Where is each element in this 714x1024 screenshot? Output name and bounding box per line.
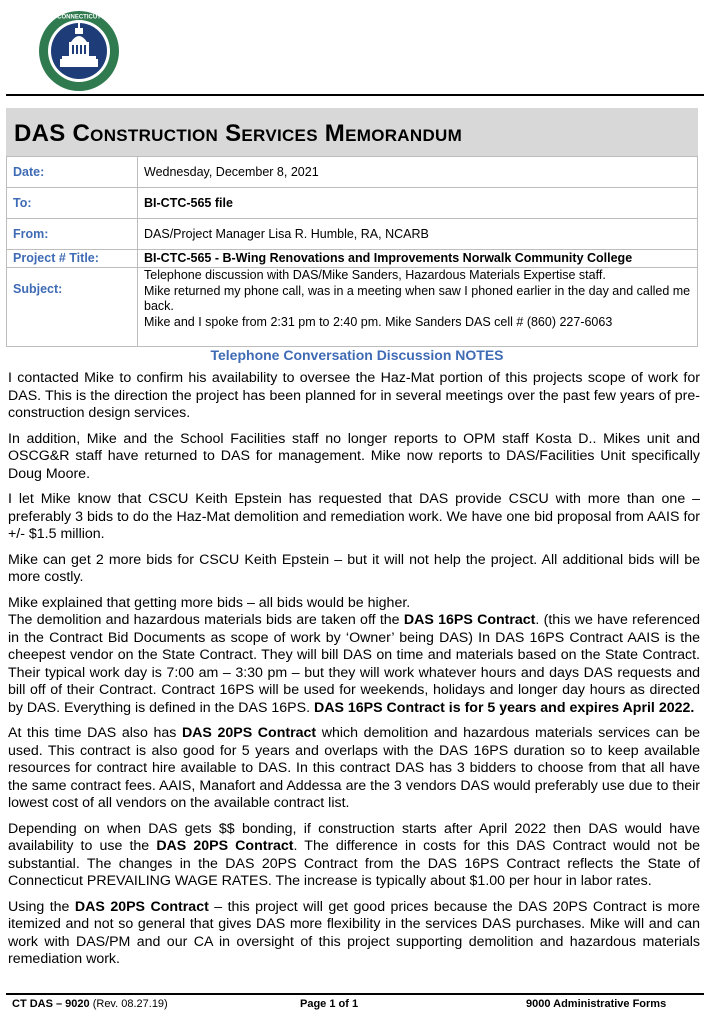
to-value: BI-CTC-565 file [138,188,698,219]
paragraph-using: Using the DAS 20PS Contract – this project will get good prices because the DAS 20PS Contract is more itemized and not so general that gives DAS more flexibility in the services DAS purchases. Mike will and can work with DAS/PM and our CA in oversight of this project supporting demolition and hazardous materials remediation work. [8,898,700,967]
emphasis: DAS 20PS Contract [181,725,317,741]
notes-heading: Telephone Conversation Discussion NOTES [210,347,504,363]
footer-form-id: CT DAS – 9020 (Rev. 08.27.19) [12,998,168,1010]
footer-rule [6,993,704,995]
footer-form-series: 9000 Administrative Forms [526,998,667,1010]
paragraph: I let Mike know that CSCU Keith Epstein has requested that DAS provide CSCU with more than one – preferably 3 bids to do the Haz-Mat demolition and remediation work. We have one bid proposal from AAIS for +/- $1.5 million. [8,491,700,542]
subject-line: Mike and I spoke from 2:31 pm to 2:40 pm. Mike Sanders DAS cell # (860) 227-6063 [144,314,613,329]
paragraph: Mike explained that getting more bids – all bids would be higher. [8,594,411,611]
seal-ring-text: CONNECTICUT [57,14,101,21]
project-row [7,250,698,268]
emphasis: DAS 16PS Contract [403,612,536,628]
emphasis: DAS 20PS Contract [74,898,209,915]
paragraph: Mike can get 2 more bids for CSCU Keith Epstein – but it will not help the project. All additional bids will be more costly. [8,551,700,585]
header-rule [6,94,704,96]
project-value: BI-CTC-565 - B-Wing Renovations and Improvements Norwalk Community College [138,250,698,268]
memo-header-table [6,156,698,347]
memo-body [8,370,700,977]
date-label: Date: [7,157,138,188]
from-value: DAS/Project Manager Lisa R. Humble, RA, NCARB [138,219,698,250]
memo-title: DAS Construction Services Memorandum [14,120,463,147]
paragraph-16ps: The demolition and hazardous materials bids are taken off the DAS 16PS Contract. (this we have referenced in the Contract Bid Documents as scope of work by ‘Owner’ being DAS) In DAS 16PS Contract AAIS is the cheepest vendor on the State Contract. They will bill DAS on time and materials based on the State Contract. Their typical work day is 7:00 am – 3:30 pm – but they will work whatever hours and days DAS requests and bill off of their Contract. Contract 16PS will be used for weekends, holidays and longer day hours as directed by DAS. Everything is defined in the DAS 16PS. DAS 16PS Contract is for 5 years and expires April 2022. [8,612,700,716]
date-value: Wednesday, December 8, 2021 [138,157,698,188]
from-label: From: [7,219,138,250]
subject-label: Subject: [7,268,138,347]
subject-value [138,268,698,347]
paragraph: In addition, Mike and the School Facilities staff no longer reports to OPM staff Kosta D.. Mikes unit and OSCG&R staff have returned to DAS for management. Mike now reports to DAS/Facilities Unit specifically Doug Moore. [8,430,700,482]
paragraph: I contacted Mike to confirm his availability to oversee the Haz-Mat portion of this projects scope of work for DAS. This is the direction the project has been planned for in several meetings over the past few years of pre-construction design services. [8,370,700,421]
to-row [7,188,698,219]
footer-page-number: Page 1 of 1 [300,998,359,1010]
project-label: Project # Title: [7,250,138,268]
subject-row [7,268,698,347]
date-row [7,157,698,188]
title-bar [6,108,698,156]
subject-line: Mike returned my phone call, was in a meeting when saw I phoned earlier in the day and called me back. [144,283,691,313]
paragraph-20ps: At this time DAS also has DAS 20PS Contract which demolition and hazardous materials services can be used. This contract is also good for 5 years and overlaps with the DAS 16PS duration so to keep available resources for contract hire available to DAS. In this contract DAS has 3 bidders to choose from that all have the same contract fees. AAIS, Manafort and Addessa are the 3 vendors DAS would preferably use due to their lowest cost of all vendors on the available contract list. [8,725,700,811]
to-label: To: [7,188,138,219]
subject-line: Telephone discussion with DAS/Mike Sanders, Hazardous Materials Expertise staff. [144,268,606,282]
connecticut-das-seal-logo [38,10,120,92]
from-row [7,219,698,250]
emphasis: DAS 16PS Contract is for 5 years and expires April 2022. [313,699,695,716]
paragraph-bonding: Depending on when DAS gets $$ bonding, if construction starts after April 2022 then DAS would have availability to use the DAS 20PS Contract. The difference in costs for this DAS Contract would not be substantial. The changes in the DAS 20PS Contract from the DAS 16PS Contract reflects the State of Connecticut PREVAILING WAGE RATES. The increase is typically about $1.00 per hour in labor rates. [8,820,700,889]
emphasis: DAS 20PS Contract [156,838,294,854]
